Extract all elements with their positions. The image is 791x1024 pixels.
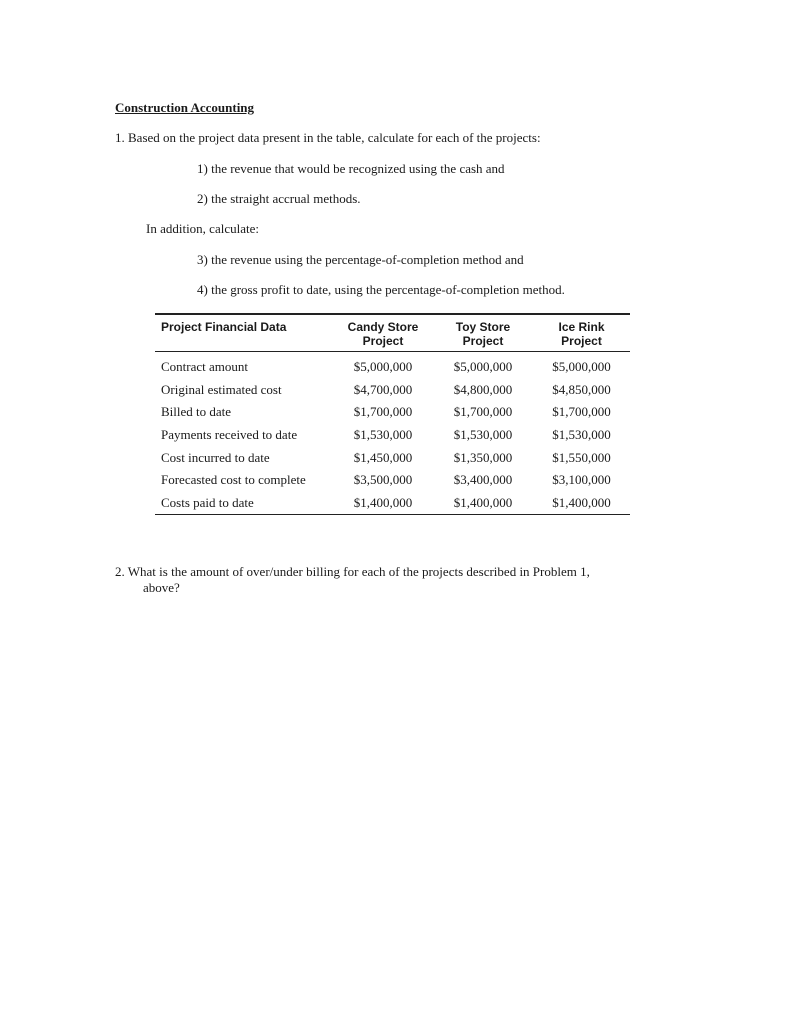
- ice-rink-value: $1,530,000: [552, 427, 611, 443]
- question-1-item-2: 2) the straight accrual methods.: [197, 191, 361, 206]
- question-1-text: 1. Based on the project data present in the table, calculate for each of the projects:: [115, 130, 541, 145]
- row-label: Billed to date: [161, 404, 232, 420]
- row-label: Forecasted cost to complete: [161, 472, 306, 488]
- table-row: [155, 492, 630, 515]
- question-2-line-1: 2. What is the amount of over/under billing for each of the projects described in Problem 1,: [115, 564, 590, 579]
- header-toy-line-1: Toy Store: [455, 320, 511, 334]
- candy-store-value: $4,700,000: [353, 381, 413, 397]
- row-label: Contract amount: [161, 359, 249, 375]
- header-candy-line-1: Candy Store: [347, 320, 419, 334]
- question-2-line-2: above?: [143, 580, 180, 595]
- table-row: [155, 424, 630, 447]
- toy-store-value: $1,350,000: [453, 449, 513, 465]
- question-1-item-1: 1) the revenue that would be recognized using the cash and: [197, 161, 505, 176]
- question-1-addition: In addition, calculate:: [146, 221, 259, 236]
- candy-store-value: $5,000,000: [353, 359, 413, 375]
- question-1-item-4: 4) the gross profit to date, using the percentage-of-completion method.: [197, 282, 565, 297]
- ice-rink-value: $5,000,000: [552, 359, 611, 375]
- ice-rink-value: $1,400,000: [552, 494, 611, 510]
- header-candy-line-2: Project: [362, 334, 404, 348]
- header-ice-rink-project: [533, 314, 630, 352]
- row-label: Costs paid to date: [161, 494, 254, 510]
- header-ice-line-2: Project: [561, 334, 602, 348]
- ice-rink-value: $3,100,000: [552, 472, 611, 488]
- toy-store-value: $5,000,000: [453, 359, 513, 375]
- header-candy-store-project: [333, 314, 433, 352]
- toy-store-value: $1,700,000: [453, 404, 513, 420]
- header-project-financial-data: Project Financial Data: [155, 314, 333, 352]
- table-row: [155, 446, 630, 469]
- toy-store-value: $1,530,000: [453, 427, 513, 443]
- question-1-item-3: 3) the revenue using the percentage-of-completion method and: [197, 252, 524, 267]
- toy-store-value: $3,400,000: [453, 472, 513, 488]
- ice-rink-value: $1,550,000: [552, 449, 611, 465]
- row-label: Payments received to date: [161, 427, 298, 443]
- table-row: [155, 469, 630, 492]
- table-row: [155, 352, 630, 379]
- ice-rink-value: $1,700,000: [552, 404, 611, 420]
- row-label: Cost incurred to date: [161, 449, 270, 465]
- table-header-row: [155, 314, 630, 352]
- candy-store-value: $1,400,000: [353, 494, 413, 510]
- candy-store-value: $1,450,000: [353, 449, 413, 465]
- candy-store-value: $1,530,000: [353, 427, 413, 443]
- table-row: [155, 401, 630, 424]
- toy-store-value: $4,800,000: [453, 381, 513, 397]
- candy-store-value: $3,500,000: [353, 472, 413, 488]
- table-row: [155, 379, 630, 402]
- ice-rink-value: $4,850,000: [552, 381, 611, 397]
- candy-store-value: $1,700,000: [353, 404, 413, 420]
- header-ice-line-1: Ice Rink: [558, 320, 605, 334]
- project-financial-table: [155, 313, 630, 515]
- header-toy-store-project: [433, 314, 533, 352]
- document-heading: Construction Accounting: [115, 100, 255, 115]
- header-toy-line-2: Project: [462, 334, 504, 348]
- row-label: Original estimated cost: [161, 381, 282, 397]
- toy-store-value: $1,400,000: [453, 494, 513, 510]
- question-2-text: [115, 564, 635, 596]
